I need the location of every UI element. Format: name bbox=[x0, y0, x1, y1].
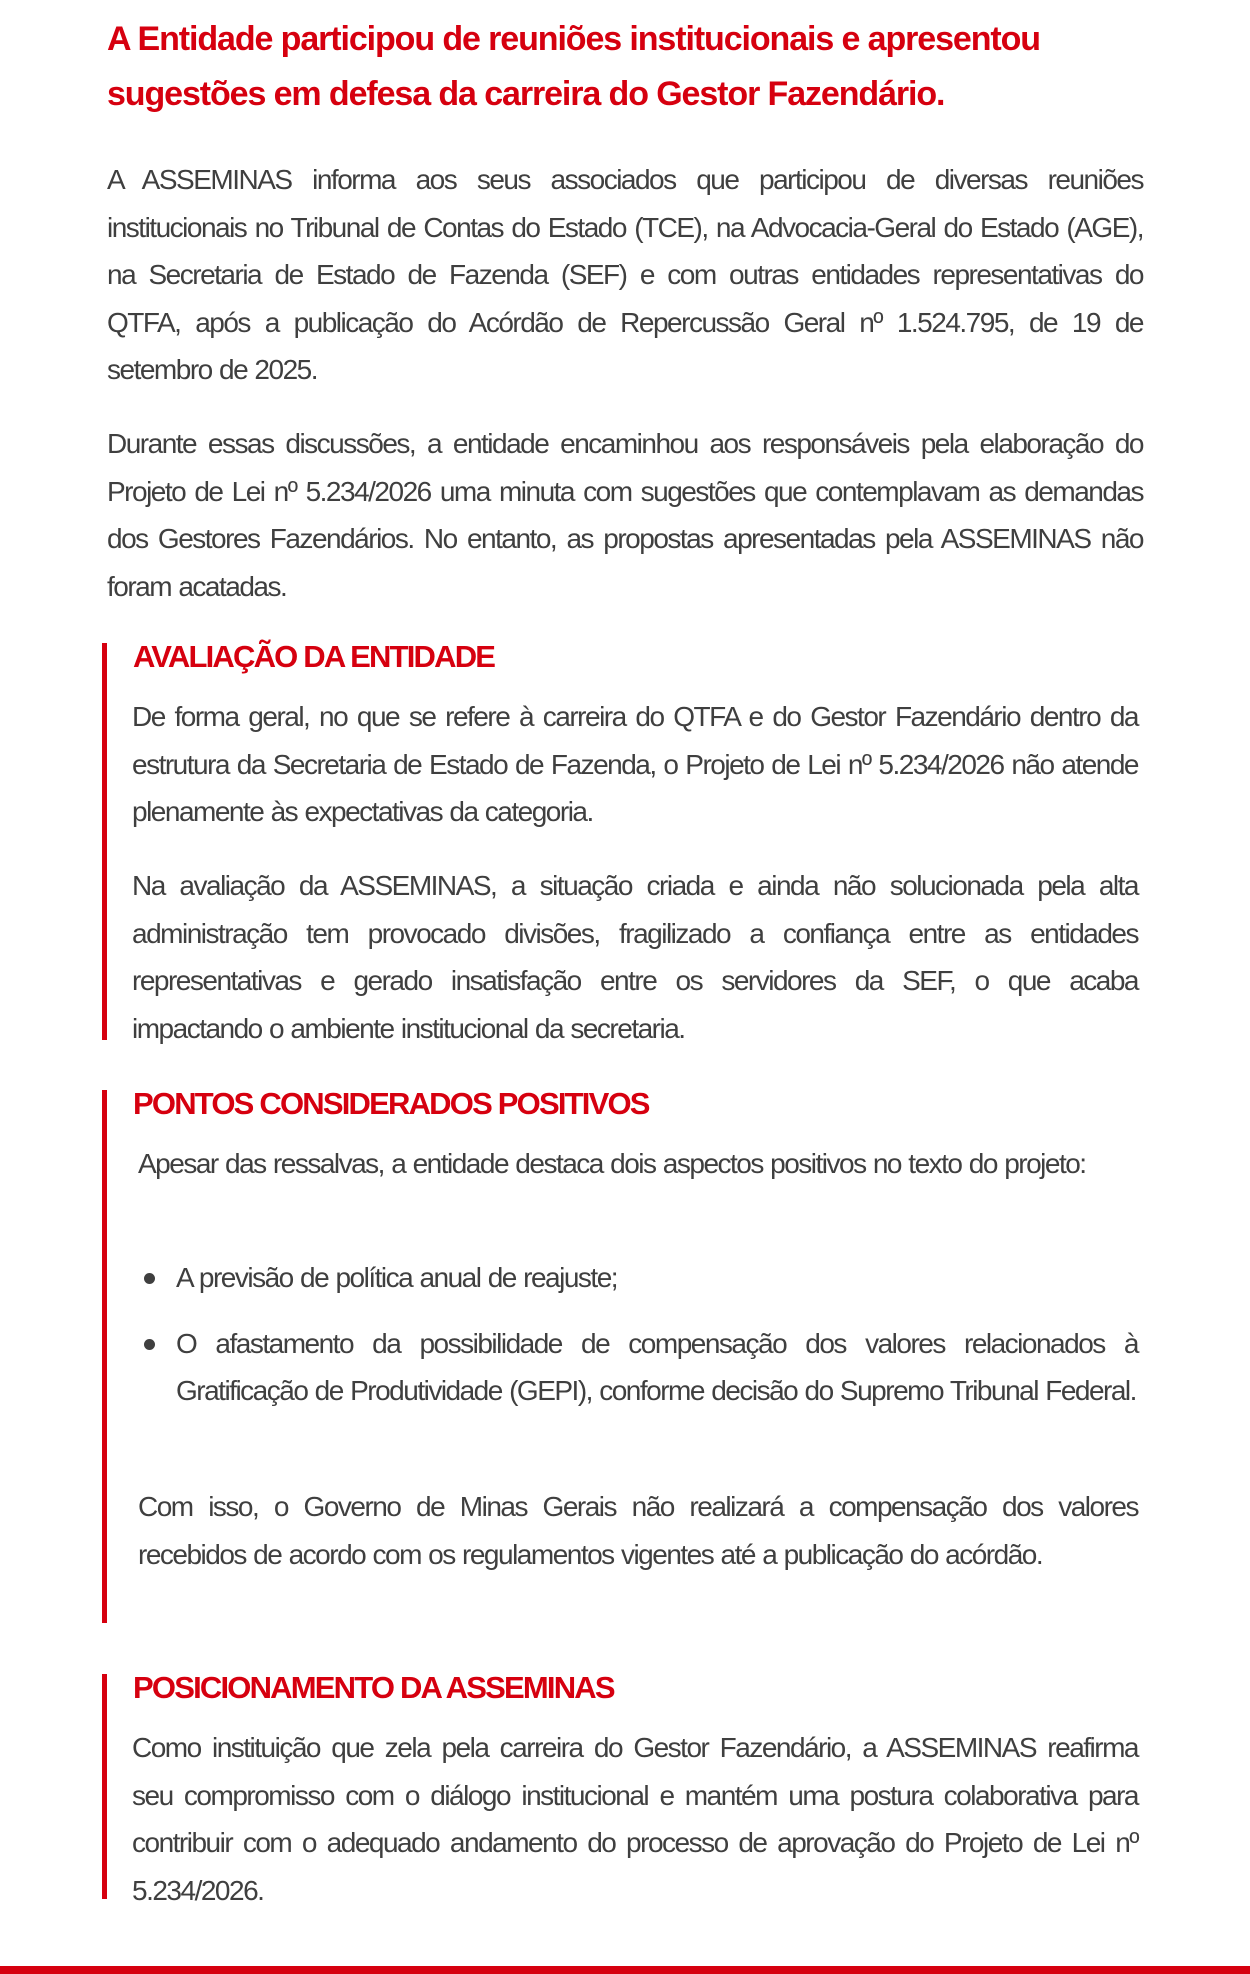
section-paragraph: De forma geral, no que se refere à carreira do QTFA e do Gestor Fazendário dentro da estrutura da Secretaria de Estado de Fazenda, o Projeto de Lei nº 5.234/2026 não atende plenamente às expectativas da categoria. bbox=[132, 701, 1138, 827]
section-accent-bar bbox=[102, 1674, 107, 1899]
section-heading: POSICIONAMENTO DA ASSEMINAS bbox=[133, 1670, 614, 1705]
section-heading: PONTOS CONSIDERADOS POSITIVOS bbox=[133, 1086, 649, 1121]
section-accent-bar bbox=[102, 643, 107, 1040]
section-accent-bar bbox=[102, 1090, 107, 1623]
list-item-text: A previsão de política anual de reajuste; bbox=[176, 1262, 618, 1293]
bullet-icon bbox=[144, 1339, 155, 1350]
intro-paragraph: A ASSEMINAS informa aos seus associados que participou de diversas reuniões institucionais no Tribunal de Contas do Estado (TCE), na Advocacia-Geral do Estado (AGE), na Secretaria de Estado de Fazenda (SEF) e com outras entidades representativas do QTFA, após a publicação do Acórdão de Repercussão Geral nº 1.524.795, de 19 de setembro de 2025. bbox=[107, 164, 1143, 385]
section-paragraph: Na avaliação da ASSEMINAS, a situação criada e ainda não solucionada pela alta administração tem provocado divisões, fragilizado a confiança entre as entidades representativas e gerado insatisfação entre os servidores da SEF, o que acaba impactando o ambiente institucional da secretaria. bbox=[132, 870, 1138, 1044]
bullet-icon bbox=[144, 1273, 155, 1284]
section-paragraph: Com isso, o Governo de Minas Gerais não realizará a compensação dos valores recebidos de acordo com os regulamentos vigentes até a publicação do acórdão. bbox=[138, 1491, 1138, 1570]
footer-accent-bar bbox=[0, 1966, 1250, 1974]
list-item bbox=[138, 1254, 1138, 1302]
list-item bbox=[138, 1320, 1138, 1415]
list-item-text: O afastamento da possibilidade de compensação dos valores relacionados à Gratificação de Produtividade (GEPI), conforme decisão do Supremo Tribunal Federal. bbox=[176, 1327, 1138, 1406]
bullet-list bbox=[138, 1254, 1138, 1433]
section-paragraph: Como instituição que zela pela carreira do Gestor Fazendário, a ASSEMINAS reafirma seu compromisso com o diálogo institucional e mantém uma postura colaborativa para contribuir com o adequado andamento do processo de aprovação do Projeto de Lei nº 5.234/2026. bbox=[132, 1732, 1138, 1906]
article-title: A Entidade participou de reuniões institucionais e apresentou sugestões em defesa da carreira do Gestor Fazendário. bbox=[107, 20, 1040, 113]
section-paragraph: Apesar das ressalvas, a entidade destaca dois aspectos positivos no texto do projeto: bbox=[138, 1148, 1086, 1179]
section-heading: AVALIAÇÃO DA ENTIDADE bbox=[133, 639, 495, 674]
intro-paragraph: Durante essas discussões, a entidade encaminhou aos responsáveis pela elaboração do Projeto de Lei nº 5.234/2026 uma minuta com sugestões que contemplavam as demandas dos Gestores Fazendários. No entanto, as propostas apresentadas pela ASSEMINAS não foram acatadas. bbox=[107, 428, 1143, 602]
